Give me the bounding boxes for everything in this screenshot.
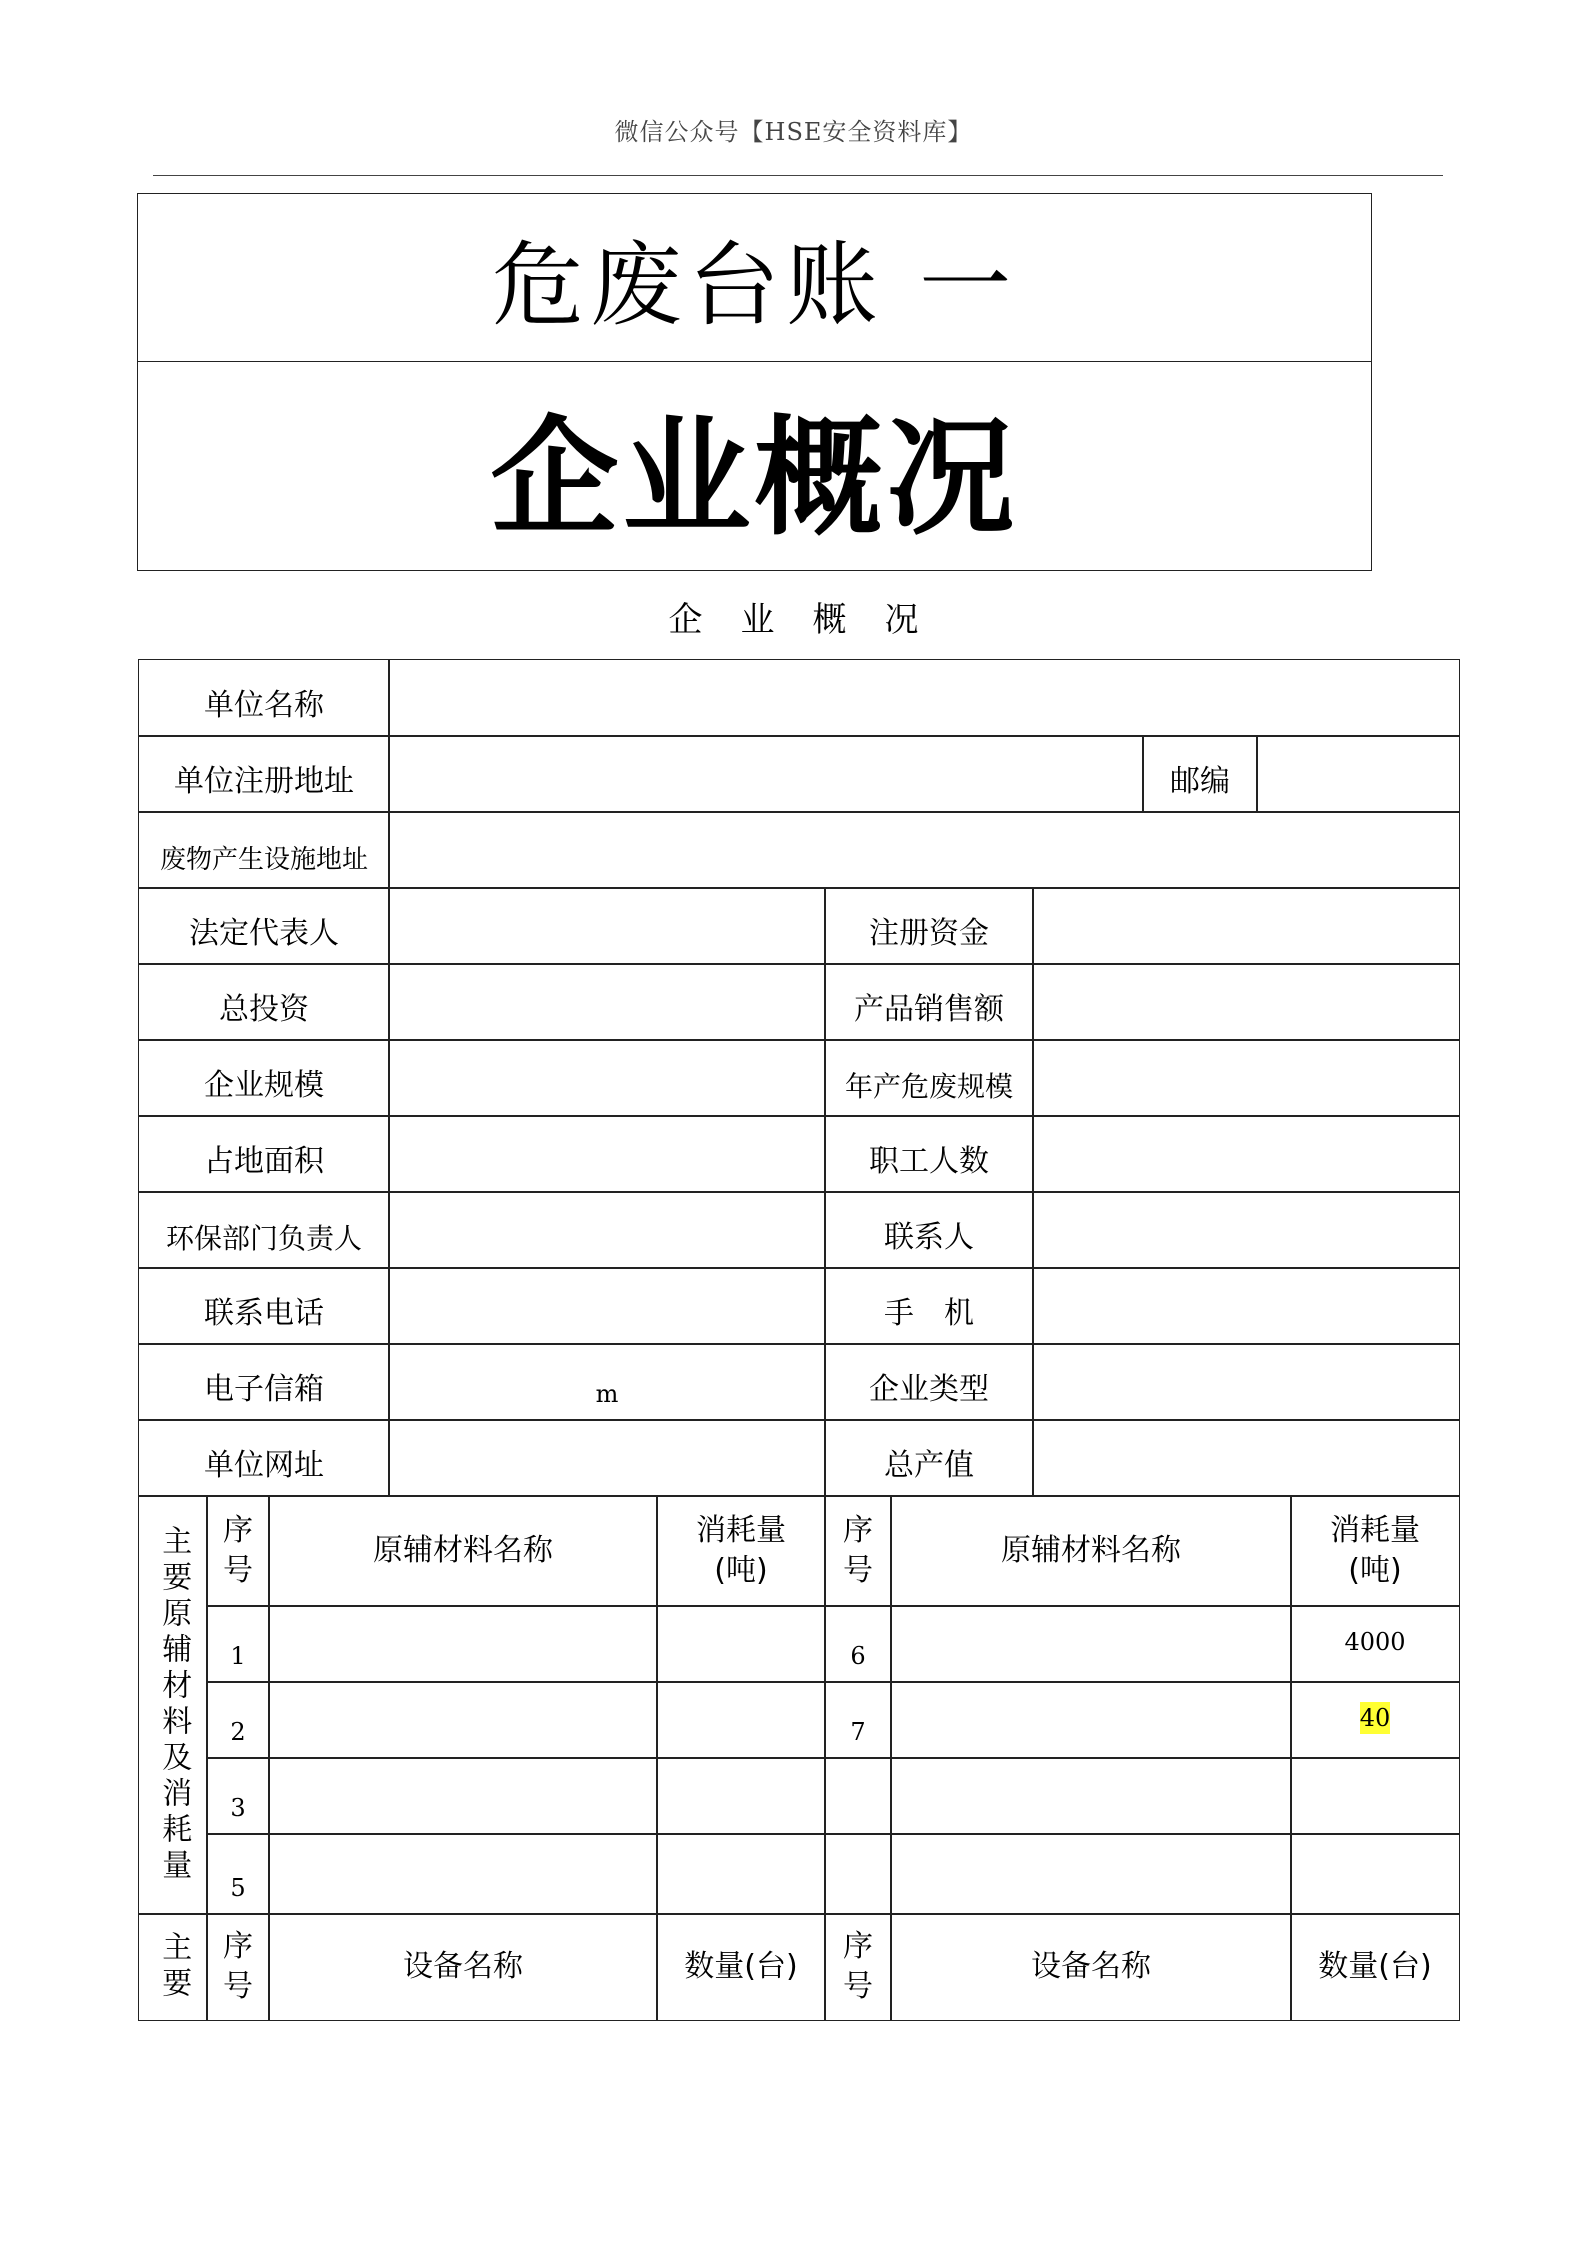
- label-unit-name: 单位名称: [138, 659, 390, 737]
- label-annual-hw: 年产危废规模: [824, 1039, 1034, 1117]
- material-qty-input[interactable]: [1290, 1757, 1460, 1835]
- equipment-header-no-left: 序号: [206, 1913, 270, 2021]
- material-name-input[interactable]: [890, 1757, 1292, 1835]
- form-title: 企业概况: [668, 600, 957, 640]
- cover-title-line2: 企业概况: [490, 404, 1019, 553]
- input-output-value[interactable]: [1032, 1419, 1460, 1497]
- material-name-input[interactable]: [268, 1833, 658, 1915]
- label-postcode: 邮编: [1142, 735, 1258, 813]
- material-name-input[interactable]: [268, 1757, 658, 1835]
- equipment-header-name-left: 设备名称: [268, 1913, 658, 2021]
- label-mobile: 手 机: [824, 1267, 1034, 1345]
- label-env-head: 环保部门负责人: [138, 1191, 390, 1269]
- highlighted-qty: 40: [1360, 1702, 1391, 1734]
- label-legal-rep: 法定代表人: [138, 887, 390, 965]
- materials-header-qty-left: 消耗量(吨): [656, 1495, 826, 1607]
- material-qty-input[interactable]: [656, 1605, 826, 1683]
- material-qty-input[interactable]: [656, 1681, 826, 1759]
- materials-header-name-right: 原辅材料名称: [890, 1495, 1292, 1607]
- materials-header-no-left: 序号: [206, 1495, 270, 1607]
- input-area[interactable]: [388, 1115, 826, 1193]
- label-reg-capital: 注册资金: [824, 887, 1034, 965]
- input-website[interactable]: [388, 1419, 826, 1497]
- material-row-no: 7: [824, 1681, 892, 1759]
- label-reg-address: 单位注册地址: [138, 735, 390, 813]
- input-total-investment[interactable]: [388, 963, 826, 1041]
- input-facility-address[interactable]: [388, 811, 1460, 889]
- input-staff[interactable]: [1032, 1115, 1460, 1193]
- input-env-head[interactable]: [388, 1191, 826, 1269]
- input-scale[interactable]: [388, 1039, 826, 1117]
- material-name-input[interactable]: [890, 1605, 1292, 1683]
- label-scale: 企业规模: [138, 1039, 390, 1117]
- material-row-no: 2: [206, 1681, 270, 1759]
- label-type: 企业类型: [824, 1343, 1034, 1421]
- label-contact: 联系人: [824, 1191, 1034, 1269]
- input-legal-rep[interactable]: [388, 887, 826, 965]
- material-qty-input[interactable]: 4000: [1290, 1605, 1460, 1683]
- label-staff: 职工人数: [824, 1115, 1034, 1193]
- input-reg-address[interactable]: [388, 735, 1144, 813]
- material-name-input[interactable]: [268, 1681, 658, 1759]
- label-area: 占地面积: [138, 1115, 390, 1193]
- label-facility-address: 废物产生设施地址: [138, 811, 390, 889]
- input-unit-name[interactable]: [388, 659, 1460, 737]
- label-sales: 产品销售额: [824, 963, 1034, 1041]
- input-type[interactable]: [1032, 1343, 1460, 1421]
- label-total-investment: 总投资: [138, 963, 390, 1041]
- input-reg-capital[interactable]: [1032, 887, 1460, 965]
- material-name-input[interactable]: [890, 1833, 1292, 1915]
- cover-title-line1: 危废台账 一: [138, 194, 1371, 362]
- label-email: 电子信箱: [138, 1343, 390, 1421]
- material-row-no: 6: [824, 1605, 892, 1683]
- input-sales[interactable]: [1032, 963, 1460, 1041]
- label-output-value: 总产值: [824, 1419, 1034, 1497]
- material-qty-input[interactable]: [1290, 1833, 1460, 1915]
- materials-section-label: 主要原辅材料及消耗量: [138, 1495, 208, 1915]
- input-contact[interactable]: [1032, 1191, 1460, 1269]
- equipment-header-qty-left: 数量(台): [656, 1913, 826, 2021]
- input-phone[interactable]: [388, 1267, 826, 1345]
- materials-header-qty-right: 消耗量(吨): [1290, 1495, 1460, 1607]
- material-qty-input[interactable]: [1290, 1681, 1460, 1759]
- input-email[interactable]: m: [388, 1343, 826, 1421]
- material-row-no: [824, 1757, 892, 1835]
- label-website: 单位网址: [138, 1419, 390, 1497]
- input-postcode[interactable]: [1256, 735, 1460, 813]
- material-qty-input[interactable]: [656, 1757, 826, 1835]
- equipment-header-qty-right: 数量(台): [1290, 1913, 1460, 2021]
- materials-header-no-right: 序号: [824, 1495, 892, 1607]
- material-row-no: 3: [206, 1757, 270, 1835]
- equipment-header-name-right: 设备名称: [890, 1913, 1292, 2021]
- label-phone: 联系电话: [138, 1267, 390, 1345]
- material-qty-input[interactable]: [656, 1833, 826, 1915]
- equipment-header-no-right: 序号: [824, 1913, 892, 2021]
- input-annual-hw[interactable]: [1032, 1039, 1460, 1117]
- material-name-input[interactable]: [890, 1681, 1292, 1759]
- equipment-section-label: 主要: [138, 1913, 208, 2021]
- material-name-input[interactable]: [268, 1605, 658, 1683]
- material-row-no: [824, 1833, 892, 1915]
- material-row-no: 1: [206, 1605, 270, 1683]
- material-row-no: 5: [206, 1833, 270, 1915]
- page-header: 微信公众号【HSE安全资料库】: [614, 118, 973, 146]
- input-mobile[interactable]: [1032, 1267, 1460, 1345]
- materials-header-name-left: 原辅材料名称: [268, 1495, 658, 1607]
